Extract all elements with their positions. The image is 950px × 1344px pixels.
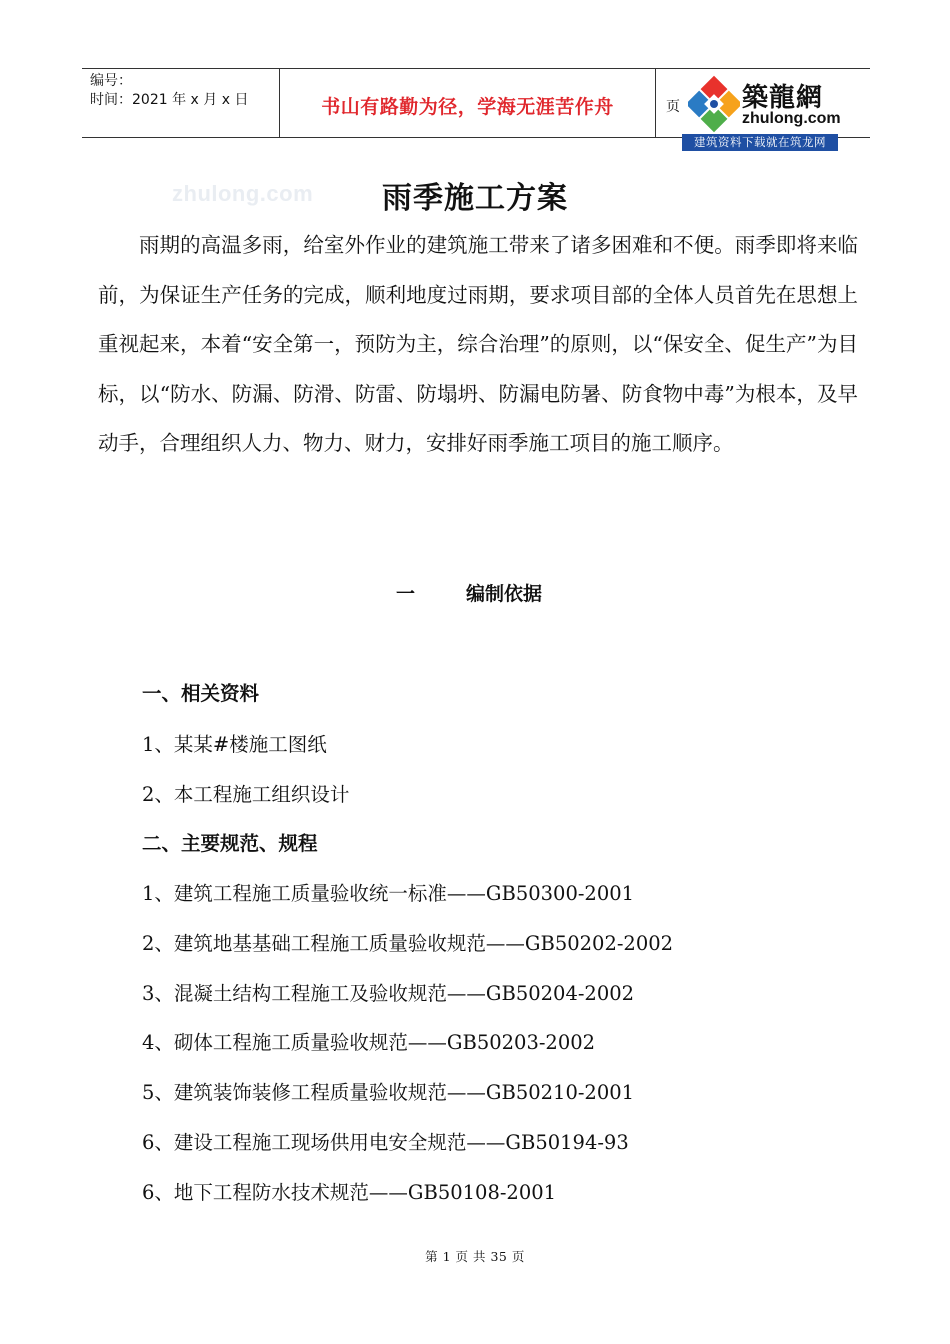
- header-motto: 书山有路勤为径，学海无涯苦作舟: [321, 95, 614, 118]
- subsection-heading-related-materials: 一、相关资料: [142, 682, 260, 705]
- section-number: 一: [396, 583, 416, 605]
- list-item: 6、地下工程防水技术规范——GB50108-2001: [142, 1181, 557, 1204]
- list-item: 5、建筑装饰装修工程质量验收规范——GB50210-2001: [142, 1081, 635, 1104]
- zhulong-logo: [680, 74, 840, 152]
- page-footer: 第 1 页 共 35 页: [425, 1249, 525, 1264]
- list-item: 2、本工程施工组织设计: [142, 783, 350, 806]
- list-item: 3、混凝土结构工程施工及验收规范——GB50204-2002: [142, 982, 635, 1005]
- logo-english-name: zhulong.com: [742, 110, 841, 127]
- header-page-label: 页: [666, 99, 680, 115]
- logo-slogan: 建筑资料下载就在筑龙网: [682, 134, 838, 151]
- list-item: 2、建筑地基基础工程施工质量验收规范——GB50202-2002: [142, 932, 674, 955]
- section-title: 编制依据: [466, 583, 543, 605]
- document-number-label: 编号：: [90, 73, 132, 89]
- watermark: zhulong.com: [172, 181, 314, 206]
- logo-chinese-name: 築龍網: [742, 83, 824, 113]
- header-meta-cell: [82, 69, 280, 137]
- subsection-heading-standards: 二、主要规范、规程: [142, 832, 318, 855]
- intro-paragraph: 雨期的高温多雨，给室外作业的建筑施工带来了诸多困难和不便。雨季即将来临前，为保证生产任务的完成，顺利地度过雨期，要求项目部的全体人员首先在思想上重视起来，本着“安全第一，预防为主，综合治理”的原则，以“保安全、促生产”为目标，以“防水、防漏、防滑、防雷、防塌坍、防漏电防暑、防食物中毒”为根本，及早动手，合理组织人力、物力、财力，安排好雨季施工项目的施工顺序。: [98, 233, 858, 455]
- section-heading: [396, 579, 542, 606]
- logo-pinwheel-icon: [688, 74, 740, 136]
- list-item: 4、砌体工程施工质量验收规范——GB50203-2002: [142, 1031, 596, 1054]
- list-item: 6、建设工程施工现场供用电安全规范——GB50194-93: [142, 1131, 629, 1154]
- document-date-label: 时间：2021 年 x 月 x 日: [90, 92, 249, 108]
- list-item: 1、某某#楼施工图纸: [142, 733, 327, 756]
- list-item: 1、建筑工程施工质量验收统一标准——GB50300-2001: [142, 882, 635, 905]
- document-title: 雨季施工方案: [382, 181, 568, 216]
- header-motto-cell: [280, 69, 656, 137]
